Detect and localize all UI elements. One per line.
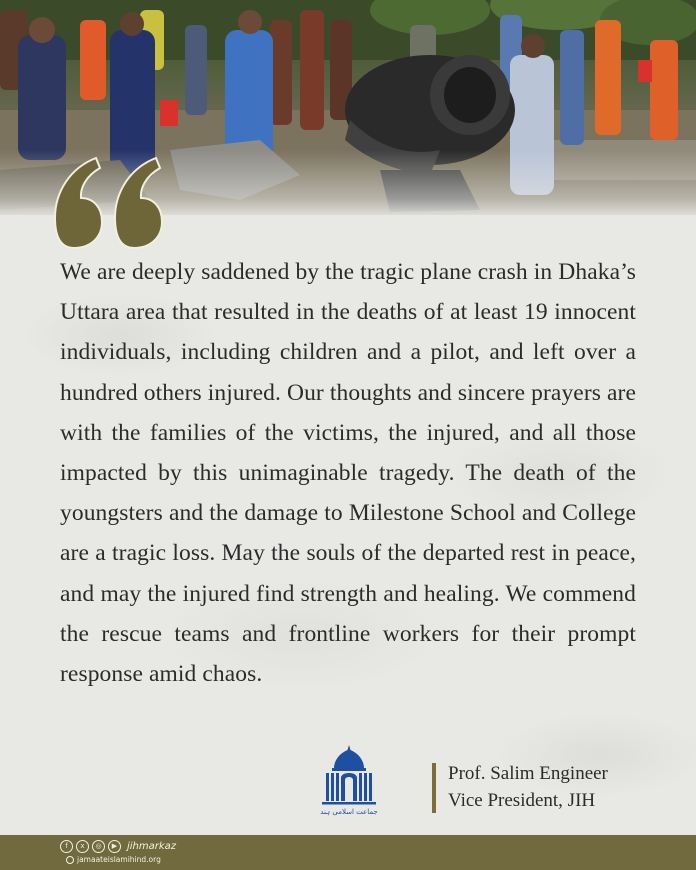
signature-accent-bar <box>432 763 436 813</box>
website-link[interactable] <box>66 855 161 864</box>
x-icon[interactable]: x <box>76 840 89 853</box>
quote-mark-icon <box>52 152 172 252</box>
youtube-icon[interactable]: ▶ <box>108 840 121 853</box>
jih-logo <box>312 742 386 816</box>
jih-logo-emblem <box>312 742 386 816</box>
logo-caption: جماعت اسلامی ہند <box>320 808 378 816</box>
signature-block <box>448 760 608 814</box>
globe-icon <box>66 856 74 864</box>
signatory-title: Vice President, JIH <box>448 790 596 811</box>
social-links <box>60 840 176 853</box>
instagram-icon[interactable]: ◎ <box>92 840 105 853</box>
statement-text: We are deeply saddened by the tragic plane crash in Dhaka’s Uttara area that resulted in the deaths of at least 19 innocent individuals, including children and a pilot, and left over a hundred others injured. Our thoughts and sincere prayers are with the families of the victims, the injured, and all those impacted by this unimaginable tragedy. The death of the youngsters and the damage to Milestone School and College are a tragic loss. May the souls of the departed rest in peace, and may the injured find strength and healing. We commend the rescue teams and frontline workers for their prompt response amid chaos. <box>60 259 636 688</box>
facebook-icon[interactable]: f <box>60 840 73 853</box>
social-handle[interactable]: jihmarkaz <box>127 841 177 852</box>
website-url[interactable]: jamaateislamihind.org <box>77 855 161 864</box>
signatory-name: Prof. Salim Engineer <box>448 763 608 784</box>
